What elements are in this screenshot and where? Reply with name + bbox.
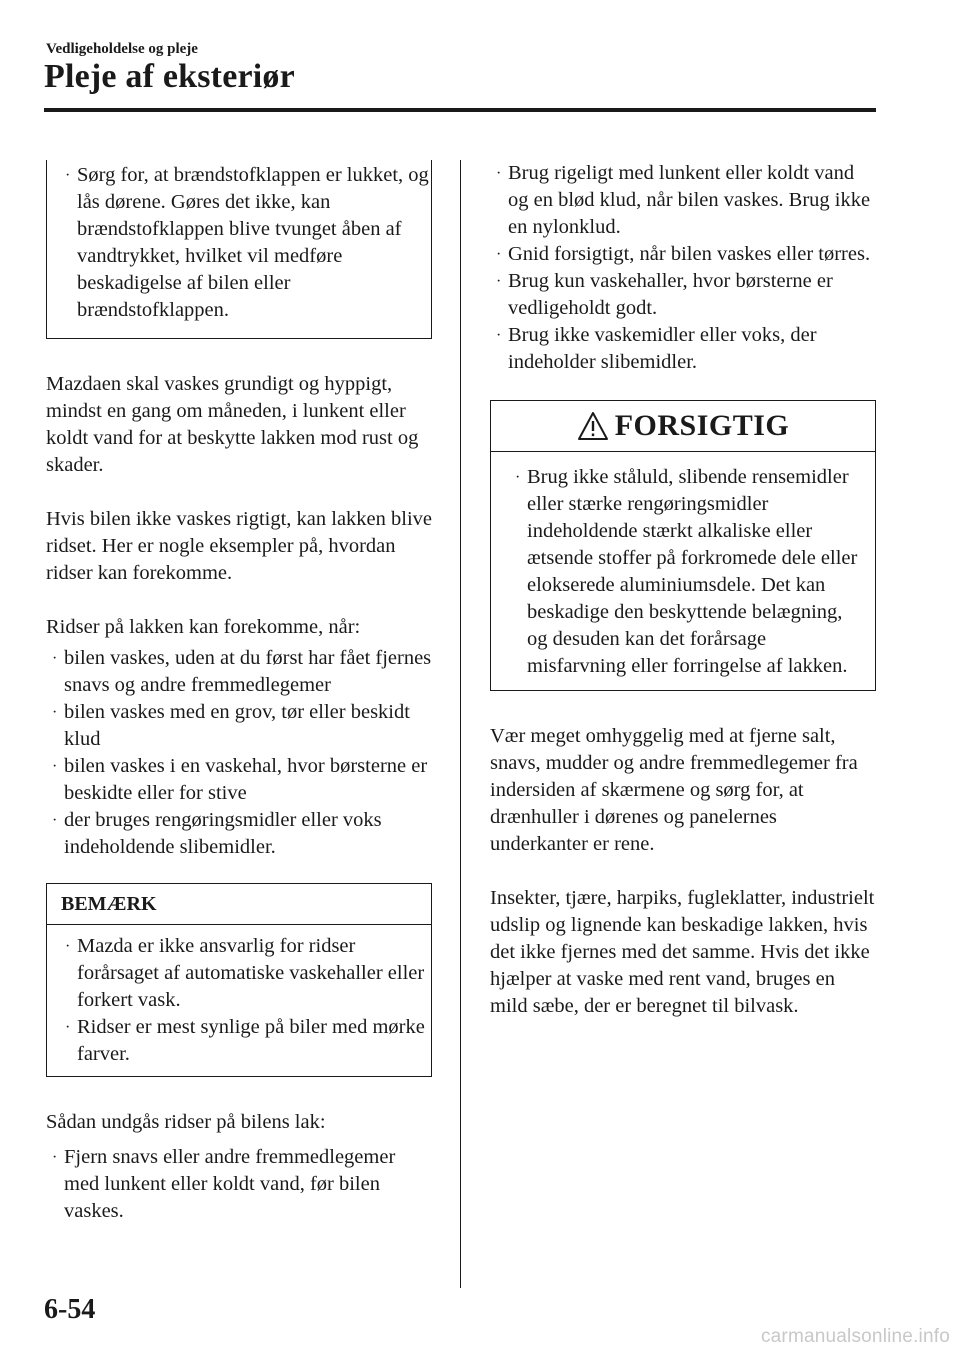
list-item: · Mazda er ikke ansvarlig for ridser forårsaget af automatiske vaskehaller eller forkert vask. bbox=[65, 935, 425, 1011]
page-title: Pleje af eksteriør bbox=[44, 58, 295, 95]
list-item: · bilen vaskes i en vaskehal, hvor børsterne er beskidte eller for stive bbox=[52, 755, 428, 804]
bullet-icon: · bbox=[65, 1019, 71, 1036]
bullet-icon: · bbox=[496, 246, 502, 263]
right-column bbox=[490, 160, 876, 1020]
footer-watermark: carmanualsonline.info bbox=[760, 1326, 950, 1347]
bullet-icon: · bbox=[496, 327, 502, 344]
caution-box bbox=[490, 400, 876, 691]
avoid-list-right bbox=[490, 160, 876, 376]
scratch-intro-paragraph: Hvis bilen ikke vaskes rigtigt, kan lakken blive ridset. Her er nogle eksempler på, hvordan ridser kan forekomme. bbox=[46, 508, 433, 584]
wash-frequency-paragraph: Mazdaen skal vaskes grundigt og hyppigt, mindst en gang om måneden, i lunkent eller koldt vand for at beskytte lakken mod rust og skader. bbox=[46, 373, 419, 476]
list-item: · Ridser er mest synlige på biler med mørke farver. bbox=[65, 1016, 425, 1065]
list-item: · Brug ikke ståluld, slibende rensemidler eller stærke rengøringsmidler indeholdende stærkt alkaliske eller ætsende stoffer på forkromede dele eller elokserede aluminiumsdele. Det kan beskadige den beskyttende belægning, og desuden kan det forårsage misfarvning eller forringelse af lakken. bbox=[515, 466, 858, 677]
left-column bbox=[46, 160, 432, 1225]
list-item: · Gnid forsigtigt, når bilen vaskes eller tørres. bbox=[490, 241, 876, 268]
list-item: · bilen vaskes med en grov, tør eller beskidt klud bbox=[52, 701, 410, 750]
note-title: BEMÆRK bbox=[47, 884, 431, 925]
warning-item: · Sørg for, at brændstofklappen er lukket, og lås dørene. Gøres det ikke, kan brændstofklappen blive tvunget åben af vandtrykket, hvilket vil medføre beskadigelse af bilen eller brændstofklappen. bbox=[65, 164, 429, 321]
bullet-icon: · bbox=[65, 167, 71, 184]
note-list bbox=[47, 925, 431, 1076]
bullet-icon: · bbox=[496, 273, 502, 290]
warning-box-continued bbox=[46, 160, 432, 339]
avoid-scratches-heading: Sådan undgås ridser på bilens lak: bbox=[46, 1111, 326, 1133]
warning-list bbox=[59, 162, 431, 324]
section-label: Vedligeholdelse og pleje bbox=[46, 41, 198, 57]
bullet-icon: · bbox=[65, 938, 71, 955]
caution-title: FORSIGTIG bbox=[614, 409, 790, 442]
scratch-causes-list bbox=[46, 645, 432, 861]
caution-header bbox=[491, 401, 875, 452]
bullet-icon: · bbox=[52, 758, 58, 775]
bullet-icon: · bbox=[52, 1149, 58, 1166]
bullet-icon: · bbox=[52, 650, 58, 667]
bullet-icon: · bbox=[515, 469, 521, 486]
scratch-causes-heading: Ridser på lakken kan forekomme, når: bbox=[46, 616, 361, 638]
bullet-icon: · bbox=[496, 165, 502, 182]
page-number: 6-54 bbox=[44, 1294, 96, 1325]
list-item: · Brug kun vaskehaller, hvor børsterne er vedligeholdt godt. bbox=[496, 270, 833, 319]
bullet-icon: · bbox=[52, 704, 58, 721]
note-box bbox=[46, 883, 432, 1077]
list-item: · Fjern snavs eller andre fremmedlegemer med lunkent eller koldt vand, før bilen vaskes. bbox=[52, 1146, 396, 1222]
warning-triangle-icon bbox=[577, 411, 609, 441]
title-rule bbox=[44, 108, 876, 112]
column-divider bbox=[460, 160, 461, 1288]
salt-removal-paragraph: Vær meget omhyggelig med at fjerne salt, snavs, mudder og andre fremmedlegemer fra indersiden af skærmene og sørg for, at drænhuller i dørenes og panelernes underkanter er rene. bbox=[490, 725, 858, 855]
list-item: · bilen vaskes, uden at du først har fået fjernes snavs og andre fremmedlegemer bbox=[52, 647, 432, 696]
contaminants-paragraph: Insekter, tjære, harpiks, fugleklatter, industrielt udslip og lignende kan beskadige lakken, hvis det ikke fjernes med det samme. Hvis det ikke hjælper at vaske med rent vand, bruges en mild sæbe, der er beregnet til bilvask. bbox=[490, 887, 875, 1017]
caution-list bbox=[491, 452, 875, 690]
avoid-list-left bbox=[46, 1144, 432, 1225]
list-item: · Brug ikke vaskemidler eller voks, der indeholder slibemidler. bbox=[496, 324, 817, 373]
list-item: · der bruges rengøringsmidler eller voks indeholdende slibemidler. bbox=[52, 809, 382, 858]
bullet-icon: · bbox=[52, 812, 58, 829]
list-item: · Brug rigeligt med lunkent eller koldt vand og en blød klud, når bilen vaskes. Brug ikke en nylonklud. bbox=[496, 162, 871, 238]
